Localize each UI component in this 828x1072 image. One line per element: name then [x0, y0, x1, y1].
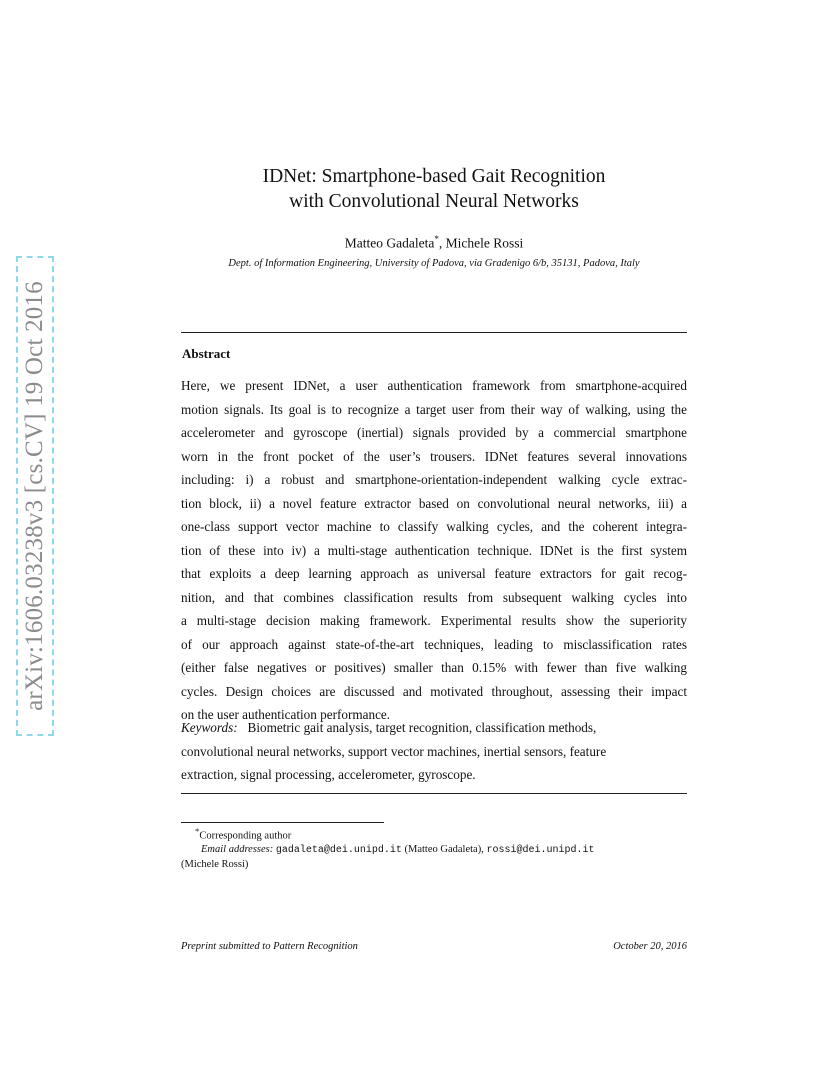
abstract-line: of our approach against state-of-the-art techniques, leading to misclassification rates: [181, 636, 687, 652]
email-label: Email addresses:: [201, 844, 274, 855]
keywords-line-2: convolutional neural networks, support vector machines, inertial sensors, feature: [181, 743, 607, 759]
abstract-line: including: i) a robust and smartphone-orientation-independent walking cycle extrac-: [181, 472, 687, 487]
abstract-body: [181, 374, 687, 727]
keywords-label: Keywords:: [181, 720, 238, 735]
top-rule: [181, 332, 687, 333]
footnote-rule: [181, 822, 384, 823]
abstract-line: accelerometer and gyroscope (inertial) signals provided by a commercial smartphone: [181, 425, 687, 440]
footnote: [181, 825, 687, 871]
author-mark: *: [434, 234, 439, 244]
abstract-line: (either false negatives or positives) smaller than 0.15% with fewer than five walking: [181, 660, 687, 675]
abstract-line: nition, and that combines classification results from subsequent walking cycles into: [181, 589, 687, 605]
corresponding-author: Corresponding author: [199, 830, 292, 842]
abstract-line: that exploits a deep learning approach as universal feature extractors for gait recog-: [181, 566, 687, 581]
abstract-line: Here, we present IDNet, a user authentication framework from smartphone-acquired: [181, 378, 687, 393]
paper-title: [180, 164, 688, 214]
footnote-mark: *: [195, 826, 200, 836]
abstract-line: tion block, ii) a novel feature extractor based on convolutional neural networks, iii) a: [181, 495, 687, 511]
abstract-line: a multi-stage decision making framework. Experimental results show the superiority: [181, 613, 687, 628]
author-rest: , Michele Rossi: [438, 235, 524, 251]
abstract-heading: Abstract: [182, 346, 231, 361]
preprint-date: October 20, 2016: [613, 941, 687, 952]
title-line-1: IDNet: Smartphone-based Gait Recognition: [262, 166, 606, 187]
email-link-1[interactable]: gadaleta@dei.unipd.it: [275, 845, 402, 856]
email-name-1: (Matteo Gadaleta),: [401, 844, 487, 855]
title-line-2: with Convolutional Neural Networks: [289, 191, 579, 212]
abstract-line: on the user authentication performance.: [181, 707, 391, 722]
abstract-line: one-class support vector machine to classify walking cycles, and the coherent integra-: [181, 519, 687, 534]
abstract-line: worn in the front pocket of the user’s trousers. IDNet features several innovations: [181, 448, 687, 464]
abstract-line: cycles. Design choices are discussed and motivated throughout, assessing their impact: [181, 683, 687, 699]
affiliation: Dept. of Information Engineering, University of Padova, via Gradenigo 6/b, 35131, Padova, Italy: [228, 258, 640, 269]
authors: [180, 234, 688, 252]
arxiv-stamp[interactable]: arXiv:1606.03238v3 [cs.CV] 19 Oct 2016: [21, 281, 48, 711]
author-first: Matteo Gadaleta: [344, 235, 435, 251]
keywords: [181, 716, 687, 787]
abstract-line: tion of these into iv) a multi-stage authentication technique. IDNet is the first system: [181, 542, 687, 558]
keywords-line-1: Biometric gait analysis, target recognition, classification methods,: [247, 720, 597, 735]
email-name-2: (Michele Rossi): [181, 858, 249, 870]
email-link-2[interactable]: rossi@dei.unipd.it: [486, 845, 595, 856]
keywords-line-3: extraction, signal processing, accelerometer, gyroscope.: [181, 767, 476, 782]
abstract-line: motion signals. Its goal is to recognize a target user from their way of walking, using the: [181, 401, 687, 417]
preprint-note: Preprint submitted to Pattern Recognition: [181, 941, 358, 952]
bottom-rule: [181, 793, 687, 794]
